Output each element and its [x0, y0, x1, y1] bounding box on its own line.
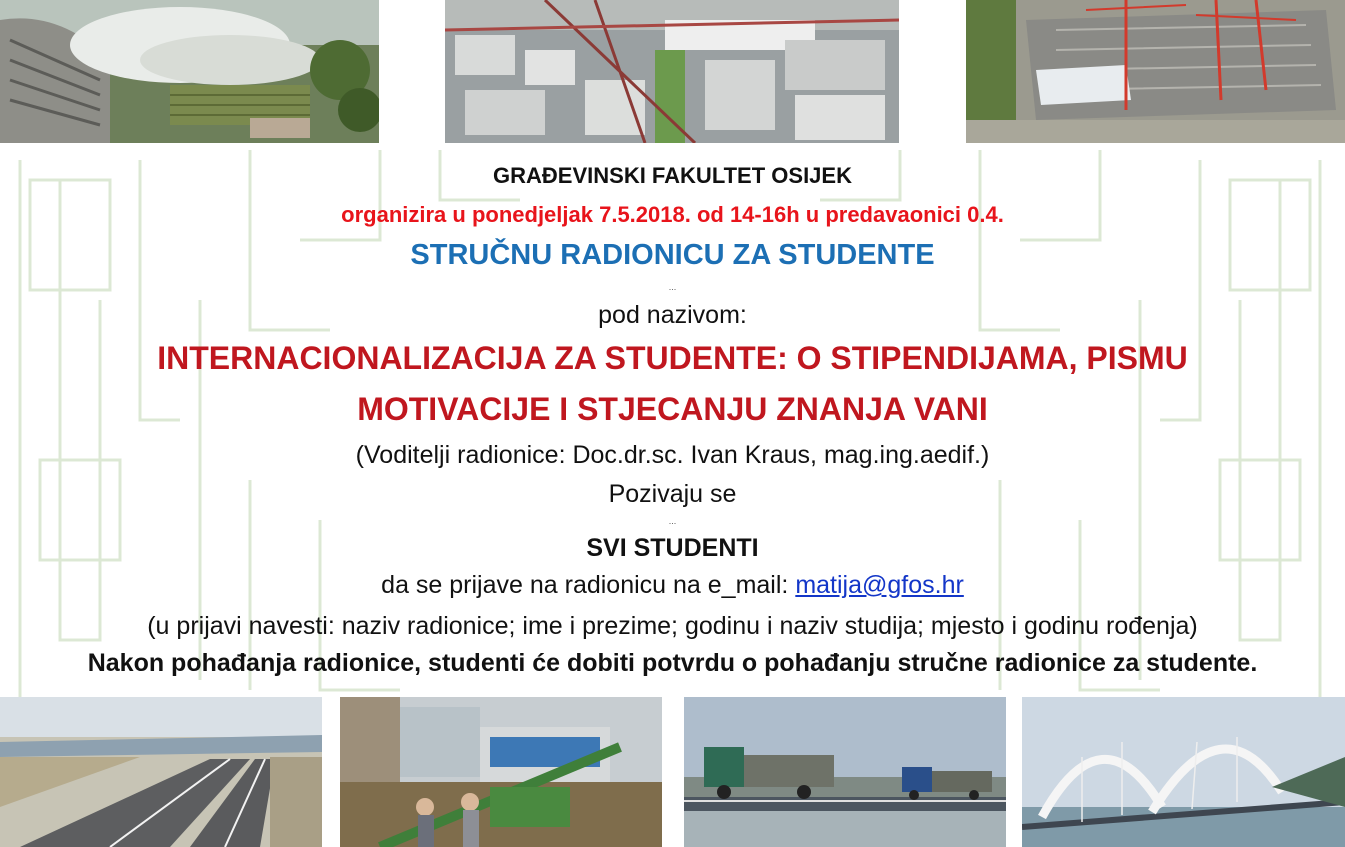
certificate-note: Nakon pohađanja radionice, studenti će dobiti potvrdu o pohađanju stručne radionice za studente.	[87, 649, 1258, 677]
separator-dots: ...	[668, 282, 677, 292]
separator-dots: ...	[668, 516, 677, 526]
application-note: (u prijavi navesti: naziv radionice; ime i prezime; godinu i naziv studija; mjesto i godinu rođenja)	[147, 612, 1198, 640]
invited-label: Pozivaju se	[608, 480, 737, 508]
highway-photo	[0, 697, 322, 847]
workshop-title-line-1: INTERNACIONALIZACIJA ZA STUDENTE: O STIPENDIJAMA, PISMU	[157, 340, 1188, 376]
under-title-label: pod nazivom:	[598, 301, 747, 329]
audience-heading: SVI STUDENTI	[586, 534, 759, 562]
dam-spillway-photo	[0, 0, 379, 143]
faculty-name: GRAĐEVINSKI FAKULTET OSIJEK	[493, 163, 852, 188]
city-model-photo	[445, 0, 899, 143]
drilling-rig-photo	[340, 697, 662, 847]
registration-text: da se prijave na radionicu na e_mail:	[381, 571, 796, 599]
trucks-on-bridge-photo	[684, 697, 1006, 847]
construction-site-photo	[966, 0, 1345, 143]
arch-bridge-photo	[1022, 697, 1345, 847]
registration-line	[0, 571, 1345, 600]
workshop-leaders: (Voditelji radionice: Doc.dr.sc. Ivan Kraus, mag.ing.aedif.)	[355, 441, 990, 469]
workshop-title-line-2: MOTIVACIJE I STJECANJU ZNANJA VANI	[357, 391, 988, 427]
workshop-type-heading: STRUČNU RADIONICU ZA STUDENTE	[410, 239, 935, 271]
email-link[interactable]: matija@gfos.hr	[795, 571, 964, 599]
event-date-location: organizira u ponedjeljak 7.5.2018. od 14-16h u predavaonici 0.4.	[341, 202, 1004, 227]
